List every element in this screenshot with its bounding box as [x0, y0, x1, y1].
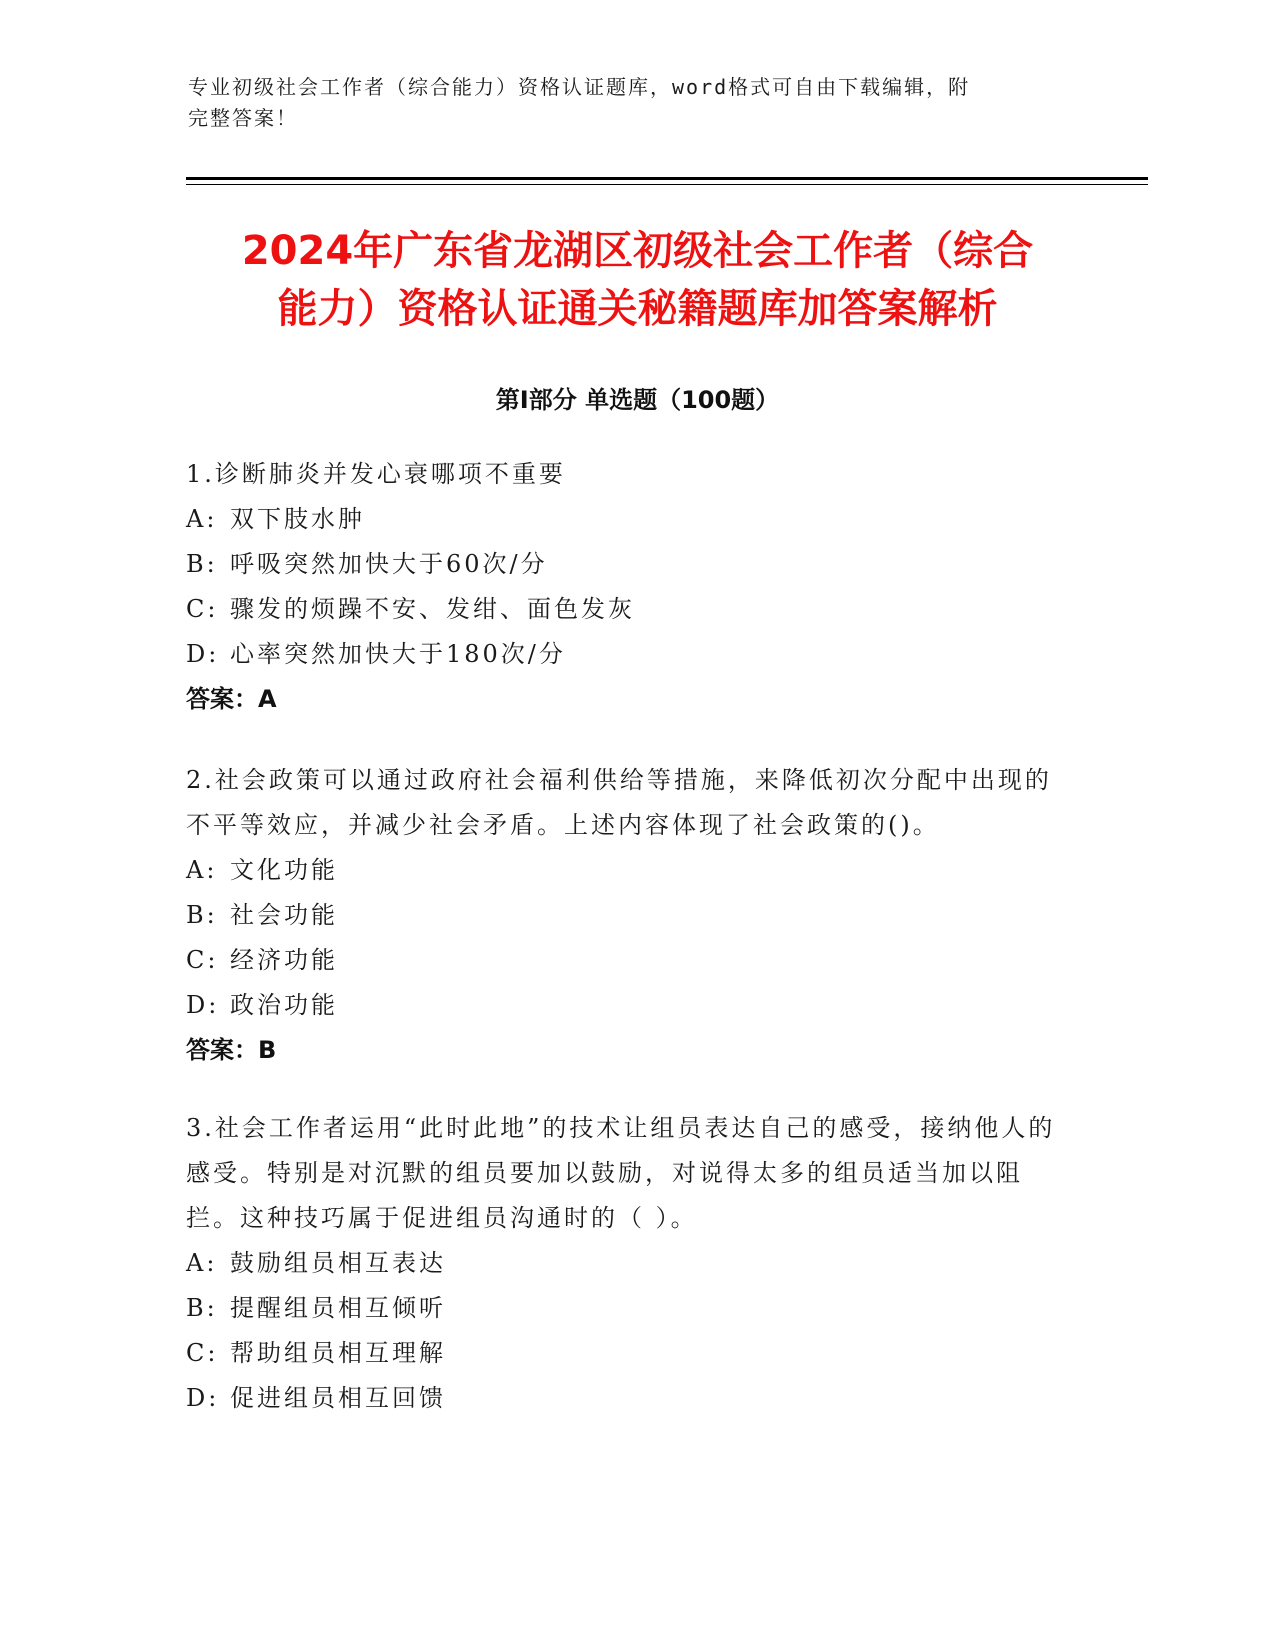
header-rule-thick [186, 177, 1148, 180]
option-text: 呼吸突然加快大于60次/分 [230, 550, 548, 578]
option-key: C: [186, 946, 219, 974]
option-text: 经济功能 [230, 946, 338, 974]
document-title [180, 222, 1095, 338]
option-a [186, 497, 1066, 542]
question-3 [186, 1106, 1066, 1421]
document-title-line-1: 2024年广东省龙湖区初级社会工作者（综合 [241, 228, 1034, 274]
option-key: B: [186, 1294, 218, 1322]
option-key: A: [186, 1249, 218, 1277]
option-text: 鼓励组员相互表达 [230, 1249, 446, 1277]
option-key: D: [186, 1384, 220, 1412]
option-text: 帮助组员相互理解 [230, 1339, 446, 1367]
option-a [186, 1241, 1066, 1286]
option-b [186, 893, 1066, 938]
option-d [186, 632, 1066, 677]
question-2 [186, 758, 1066, 1073]
option-text: 促进组员相互回馈 [230, 1384, 446, 1412]
option-c [186, 587, 1066, 632]
option-text: 社会功能 [230, 901, 338, 929]
option-text: 提醒组员相互倾听 [230, 1294, 446, 1322]
option-c [186, 938, 1066, 983]
option-key: A: [186, 856, 218, 884]
question-stem: 3.社会工作者运用“此时此地”的技术让组员表达自己的感受，接纳他人的感受。特别是对沉默的组员要加以鼓励，对说得太多的组员适当加以阻拦。这种技巧属于促进组员沟通时的（ ）。 [186, 1114, 1056, 1232]
option-text: 骤发的烦躁不安、发绀、面色发灰 [230, 595, 635, 623]
option-text: 政治功能 [230, 991, 338, 1019]
option-key: A: [186, 505, 218, 533]
header-rule-thin [186, 184, 1148, 185]
option-key: D: [186, 991, 220, 1019]
header-note-line-1: 专业初级社会工作者（综合能力）资格认证题库，word格式可自由下载编辑，附 [188, 75, 971, 99]
option-text: 双下肢水肿 [230, 505, 365, 533]
answer-line [186, 1028, 1066, 1073]
section-heading: 第Ⅰ部分 单选题（100题） [495, 386, 780, 414]
option-text: 文化功能 [230, 856, 338, 884]
answer-label: 答案： [186, 685, 258, 713]
header-note-line-2: 完整答案！ [188, 106, 298, 130]
header-note [188, 72, 1088, 134]
option-key: B: [186, 550, 218, 578]
option-key: C: [186, 595, 219, 623]
answer-value: A [258, 685, 277, 713]
answer-value: B [258, 1036, 277, 1064]
option-d [186, 983, 1066, 1028]
option-b [186, 542, 1066, 587]
option-b [186, 1286, 1066, 1331]
option-c [186, 1331, 1066, 1376]
question-stem: 1.诊断肺炎并发心衰哪项不重要 [186, 460, 566, 488]
option-key: B: [186, 901, 218, 929]
option-key: C: [186, 1339, 219, 1367]
option-text: 心率突然加快大于180次/分 [230, 640, 566, 668]
document-title-line-2: 能力）资格认证通关秘籍题库加答案解析 [277, 286, 998, 332]
option-a [186, 848, 1066, 893]
question-stem: 2.社会政策可以通过政府社会福利供给等措施，来降低初次分配中出现的不平等效应，并减少社会矛盾。上述内容体现了社会政策的()。 [186, 766, 1052, 839]
option-key: D: [186, 640, 220, 668]
answer-label: 答案： [186, 1036, 258, 1064]
answer-line [186, 677, 1066, 722]
question-1 [186, 452, 1066, 722]
option-d [186, 1376, 1066, 1421]
